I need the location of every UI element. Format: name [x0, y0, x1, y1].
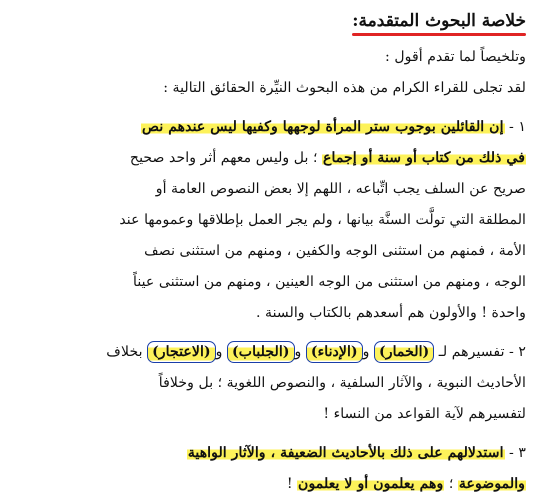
- point-1-line-3: صريح عن السلف يجب اتِّباعه ، اللهم إلا بعض النصوص العامة أو: [155, 181, 526, 197]
- point-3-highlight-c: وهم يعلمون أو لا يعلمون: [298, 476, 444, 492]
- point-1-line-5: الأمة ، فمنهم من استثنى الوجه والكفين ، ومنهم من استثنى نصف: [144, 243, 526, 259]
- point-1-highlight-a: إن القائلين بوجوب ستر المرأة لوجهها وكفيها ليس عندهم نص: [141, 119, 504, 135]
- term-khimar: (الخمار): [374, 341, 434, 363]
- point-2-lead: ٢ - تفسيرهم لـ: [434, 344, 526, 360]
- heading-underline: [352, 33, 526, 36]
- spacer: [16, 430, 526, 438]
- intro-line-1: وتلخيصاً لما تقدم أقول :: [385, 49, 526, 65]
- term-idna: (الإدناء): [306, 341, 363, 363]
- point-3-number: ٣ -: [504, 445, 526, 461]
- point-1-line-4: المطلقة التي تولَّت السنَّة بيانها ، ولم يجر العمل بإطلاقها وعمومها عند: [119, 212, 526, 228]
- point-1: [16, 112, 526, 329]
- point-3-line-2: [16, 469, 526, 500]
- point-2-line-1: [16, 337, 526, 368]
- point-3-sep: ؛: [444, 476, 458, 492]
- point-1-line-6: الوجه ، ومنهم من استثنى من الوجه العينين ، ومنهم من استثنى عيناً: [133, 274, 526, 290]
- point-3: [16, 438, 526, 500]
- term-itijar: (الاعتجار): [147, 341, 216, 363]
- spacer: [16, 104, 526, 112]
- point-2-line-1-end: بخلاف: [106, 344, 148, 360]
- section-heading-text: خلاصة البحوث المتقدمة:: [352, 11, 526, 31]
- conj: و: [294, 344, 306, 360]
- term-jilbab: (الجلباب): [227, 341, 295, 363]
- point-3-end: !: [286, 476, 298, 492]
- point-1-highlight-b: في ذلك من كتاب أو سنة أو إجماع: [323, 150, 525, 166]
- point-1-line-2: [16, 143, 526, 174]
- point-1-line-7: واحدة ! والأولون هم أسعدهم بالكتاب والسنة .: [255, 305, 526, 321]
- heading-row: [16, 8, 526, 40]
- point-1-number: ١ -: [504, 119, 526, 135]
- conj: و: [362, 344, 374, 360]
- point-2-line-2: الأحاديث النبوية ، والآثار السلفية ، والنصوص اللغوية ؛ بل وخلافاً: [158, 375, 526, 391]
- point-3-highlight-a: استدلالهم على ذلك بالأحاديث الضعيفة ، والآثار الواهية: [187, 445, 504, 461]
- point-1-line-1: [16, 112, 526, 143]
- intro-line-2: لقد تجلى للقراء الكرام من هذه البحوث النيِّرة الحقائق التالية :: [163, 80, 526, 96]
- point-3-line-1: [16, 438, 526, 469]
- conj: و: [215, 344, 227, 360]
- section-heading: [352, 8, 526, 34]
- point-2-line-3: لتفسيرهم لآية القواعد من النساء !: [323, 406, 526, 422]
- point-1-line-2-rest: ؛ بل وليس معهم أثر واحد صحيح: [129, 150, 323, 166]
- point-2: [16, 337, 526, 430]
- point-3-highlight-b: والموضوعة: [458, 476, 525, 492]
- spacer: [16, 329, 526, 337]
